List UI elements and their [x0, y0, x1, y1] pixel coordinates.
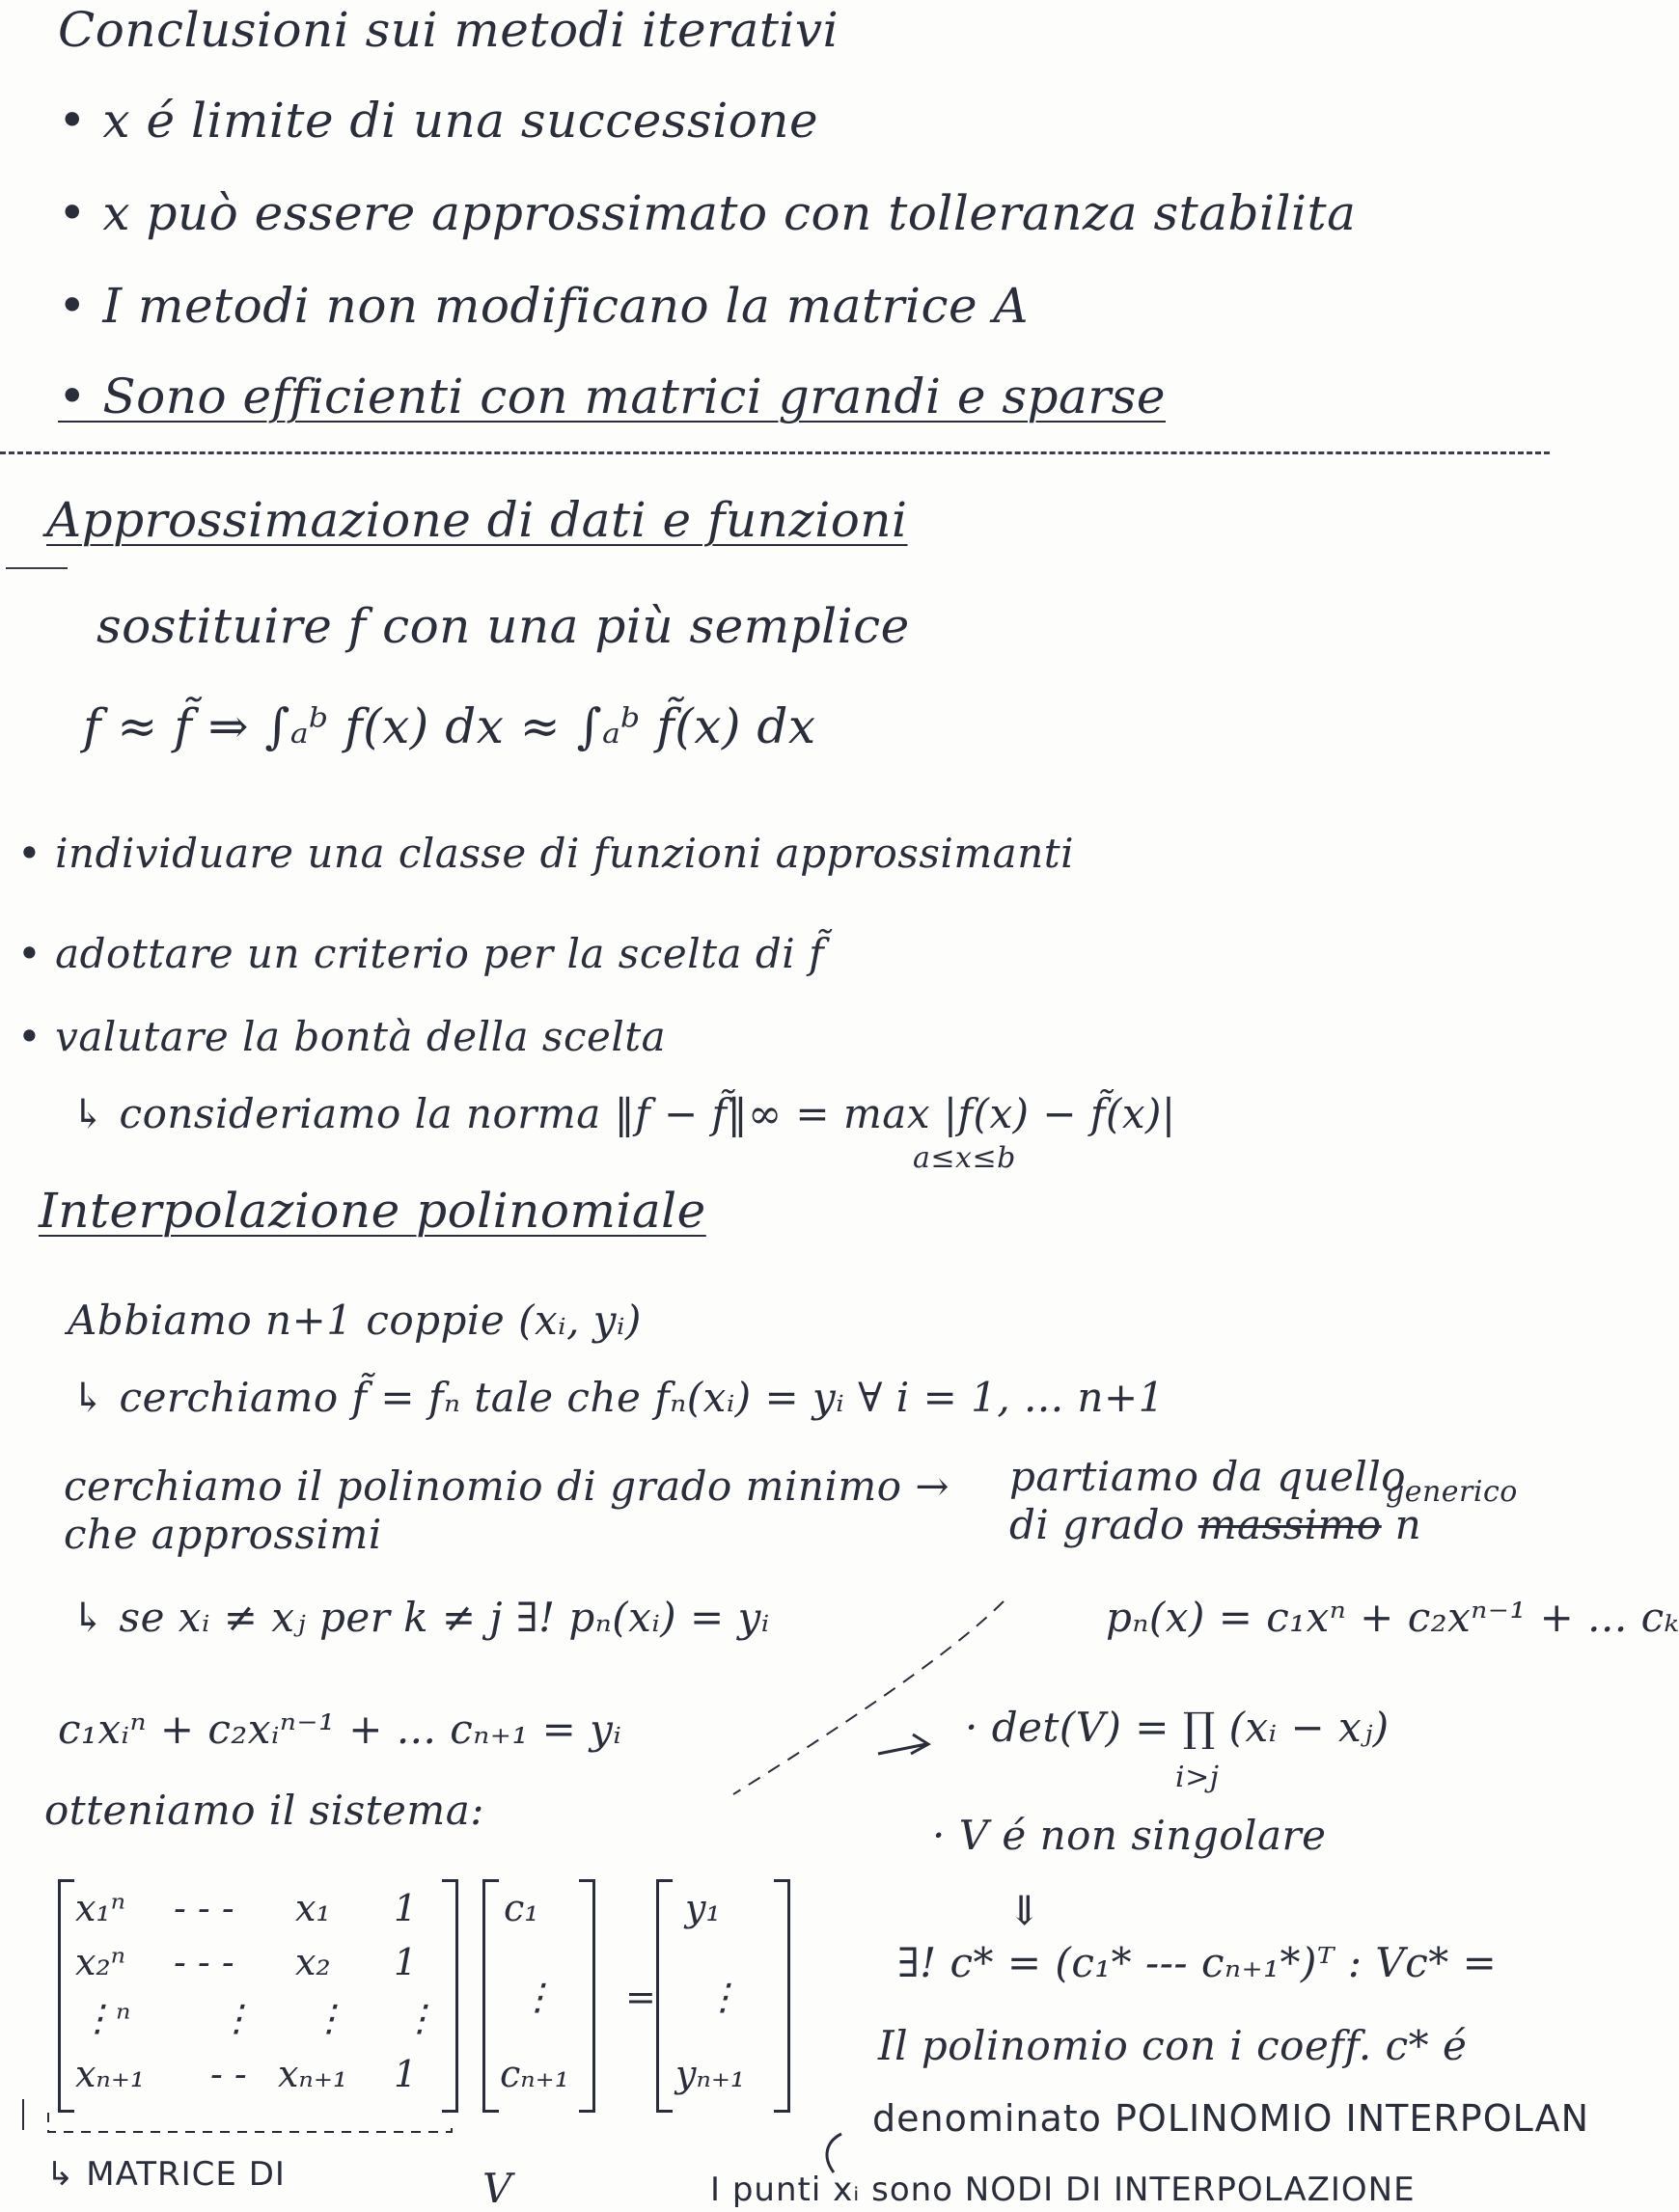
pairs-line: Abbiamo n+1 coppie (xᵢ, yᵢ)	[68, 1297, 642, 1344]
matrix-cell: x₁ⁿ	[75, 1887, 126, 1929]
approx-step-2: • adottare un criterio per la scelta di f̃	[17, 930, 825, 977]
approx-step-3: • valutare la bontà della scelta	[17, 1013, 667, 1060]
vandermonde-v: V	[482, 2165, 512, 2212]
norm-subscript: a≤x≤b	[913, 1141, 1016, 1175]
matrix-cell: xₙ₊₁	[278, 2053, 348, 2095]
norm-note: ↳ consideriamo la norma ‖f − f̃‖∞ = max |f(x) − f̃(x)|	[71, 1090, 1176, 1137]
existence-line: ↳ se xᵢ ≠ xⱼ per k ≠ j ∃! pₙ(xᵢ) = yᵢ	[71, 1594, 770, 1641]
equals-sign: =	[625, 1976, 656, 2018]
implies-arrow: ⇓	[1007, 1887, 1042, 1934]
matrix-cell: x₂	[295, 1941, 331, 1983]
c-vector-entry: ⋮	[519, 1976, 556, 2018]
vandermonde-label: ↳ MATRICE DI	[46, 2155, 286, 2194]
y-vector-entry: ⋮	[704, 1976, 741, 2018]
iterative-bullet-3: • I metodi non modificano la matrice A	[58, 278, 1030, 334]
iterative-bullet-2: • x può essere approssimato con tolleranza stabilita	[58, 185, 1357, 241]
matrix-cell: - - -	[174, 1887, 234, 1929]
matrix-cell: 1	[394, 2053, 418, 2095]
iterative-title: Conclusioni sui metodi iterativi	[58, 2, 840, 58]
y-vector-entry: y₁	[685, 1887, 721, 1929]
min-degree-line-1: cerchiamo il polinomio di grado minimo →	[64, 1462, 950, 1510]
connector-stroke	[733, 1601, 1004, 1794]
generic-word: generico	[1386, 1475, 1518, 1509]
matrix-cell: ⋮	[401, 1997, 438, 2039]
generic-degree-label: di grado	[1009, 1501, 1185, 1548]
matrix-cell: ⋮	[311, 1997, 347, 2039]
c-vector-entry: cₙ₊₁	[500, 2053, 569, 2095]
matrix-cell: xₙ₊₁	[75, 2053, 146, 2095]
interpolation-title: Interpolazione polinomiale	[39, 1183, 706, 1239]
integral-formula: f ≈ f̃ ⇒ ∫ₐᵇ f(x) dx ≈ ∫ₐᵇ f̃(x) dx	[83, 698, 816, 754]
approx-step-1: • individuare una classe di funzioni approssimanti	[17, 830, 1075, 877]
matrix-cell: x₁	[295, 1887, 331, 1929]
matrix-cell: - -	[210, 2053, 247, 2095]
system-arrow	[878, 1734, 928, 1754]
c-vector-entry: c₁	[504, 1887, 539, 1929]
nodes-hook	[827, 2134, 841, 2172]
matrix-cell: 1	[394, 1941, 418, 1983]
iterative-bullet-4: • Sono efficienti con matrici grandi e sparse	[58, 369, 1167, 424]
y-vector-entry: yₙ₊₁	[675, 2053, 746, 2095]
row-equation: c₁xᵢⁿ + c₂xᵢⁿ⁻¹ + ... cₙ₊₁ = yᵢ	[58, 1706, 622, 1753]
matrix-cell: ⋮	[218, 1997, 255, 2039]
generic-polynomial: pₙ(x) = c₁xⁿ + c₂xⁿ⁻¹ + ... cₖ	[1106, 1594, 1679, 1641]
determinant-line: · det(V) = ∏ (xᵢ − xⱼ)	[965, 1704, 1390, 1751]
matrix-cell: x₂ⁿ	[75, 1941, 126, 1983]
determinant-subscript: i>j	[1175, 1761, 1220, 1794]
system-line: otteniamo il sistema:	[44, 1787, 484, 1834]
matrix-cell: 1	[394, 1887, 418, 1929]
approximation-title: Approssimazione di dati e funzioni	[46, 492, 908, 548]
struck-word: massimo	[1197, 1501, 1382, 1548]
interpolating-polynomial-note: denominato POLINOMIO INTERPOLAN	[872, 2097, 1590, 2140]
approximation-intro: sostituire f con una più semplice	[96, 598, 910, 654]
iterative-bullet-1: • x é limite di una successione	[58, 93, 819, 149]
nodes-note: I punti xᵢ sono NODI DI INTERPOLAZIONE	[710, 2171, 1416, 2209]
nonsingular-line: · V é non singolare	[932, 1812, 1327, 1859]
min-degree-line-2: che approssimi	[64, 1511, 382, 1558]
matrix-cell: ⋮ⁿ	[79, 1997, 131, 2039]
coefficient-note: Il polinomio con i coeff. c* é	[878, 2022, 1468, 2069]
degree-n: n	[1394, 1501, 1422, 1548]
generic-line-1: partiamo da quello	[1009, 1453, 1407, 1500]
unique-solution: ∃! c* = (c₁* --- cₙ₊₁*)ᵀ : Vc* =	[897, 1939, 1498, 1986]
search-line: ↳ cerchiamo f̃ = fₙ tale che fₙ(xᵢ) = yᵢ ∀ i = 1, ... n+1	[71, 1374, 1165, 1421]
matrix-cell: - - -	[174, 1941, 234, 1983]
bracket-underline	[48, 2113, 452, 2132]
